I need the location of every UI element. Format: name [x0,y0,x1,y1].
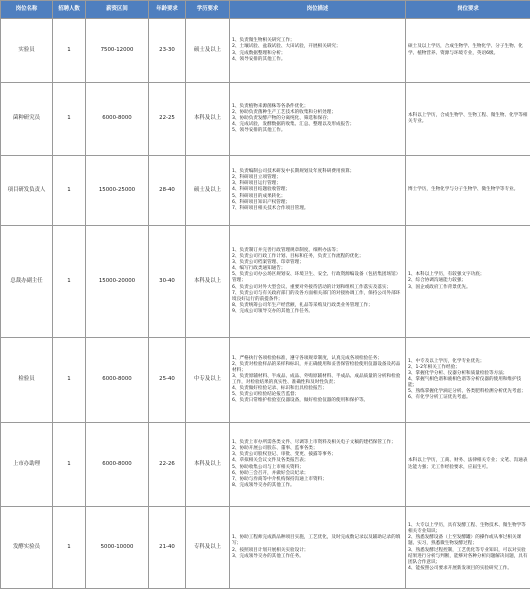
requirement-line: 硕士及以上学历，合成生物学、生物化学、分子生物、化学、植物营养、资源与环境专业，英语6级。 [408,44,528,56]
description-line: 7、协助与券商等中介机构保持沟通上市资料； [232,477,403,483]
requirements-cell [406,226,530,338]
description-line: 3、负责原辅材料、半成品、成品、外购原辅材料、半成品、成品质量的分析和检验工作，对检验结果的真实性、准确性和及时性负责； [232,374,403,386]
description-line: 1、协助工程师完成新品种项目实施，工艺优化，及时完成数记录以及辅助记录的填写； [232,535,403,547]
age-cell: 21-40 [149,507,186,589]
age-cell: 28-40 [149,156,186,226]
headcount-cell: 1 [53,338,86,423]
description-line: 4、编写行政类通知通告； [232,266,403,272]
description-line: 1、负责上市办所需各类文件、尽调等上市资料及相关电子文稿的建档保管工作； [232,440,403,446]
salary-cell: 15000-20000 [86,226,149,338]
requirement-line: 3、国企或政府工作背景优先。 [408,285,528,291]
requirement-line: 本科以上学历，工商、财务、法律相关专业；文笔、沟通表达能力强；无工作经验要求，应届生可。 [408,458,528,470]
requirement-line: 2、熟悉发酵设备（上至发酵罐）的操作或从事过相关课题、实习，熟悉微生物发酵过程； [408,535,528,547]
table-row [1,423,530,507]
description-line: 4、完成试验，发酵数据的收集、汇总、整理以及形成报告； [232,122,403,128]
description-line: 3、负责公司股权登记、审批、变更、披露等事务； [232,452,403,458]
description-line: 1、负责植物来源菌株等各条件优化； [232,104,403,110]
salary-cell: 6000-8000 [86,83,149,156]
position-cell: 实验员 [1,19,53,83]
education-cell: 本科及以上 [186,423,230,507]
table-row [1,83,530,156]
header-row [1,1,530,19]
requirements-cell [406,83,530,156]
description-line: 4、领导安排的其他工作。 [232,57,403,63]
description-line: 6、科研项目知识产权管理； [232,200,403,206]
age-cell: 30-40 [149,226,186,338]
header-headcount: 招聘人数 [53,1,86,19]
salary-cell: 5000-10000 [86,507,149,589]
headcount-cell: 1 [53,19,86,83]
requirements-cell [406,507,530,589]
position-cell: 上市办助理 [1,423,53,507]
header-salary: 薪资区间 [86,1,149,19]
requirement-line: 4、能按照公司要求开展新发项目的实验研究工作。 [408,566,528,572]
requirement-line: 5、熟练掌握化学滴定分析、各类肥料检测分析优先考虑； [408,389,528,395]
description-line: 3、负责公司档案管理、印章管理； [232,260,403,266]
description-line: 1、负责微生物相关研究工作； [232,38,403,44]
description-cell [230,156,406,226]
description-cell [230,19,406,83]
description-line: 3、完成领导交办的其他工作任务。 [232,554,403,560]
header-age: 年龄要求 [149,1,186,19]
requirement-line: 1、中专及以上学历，化学专业优先； [408,359,528,365]
requirement-line: 博士学历，生物化学与分子生物学、微生物学等专业。 [408,187,528,193]
description-line: 5、负责公司办公场区规划安、环境卫生、安全、行政资源编设备（包括集团场馆）管理； [232,272,403,284]
description-line: 9、完成公司领导交办的其他工作任务。 [232,309,403,315]
age-cell: 23-30 [149,19,186,83]
headcount-cell: 1 [53,226,86,338]
salary-cell: 6000-8000 [86,423,149,507]
position-cell: 项目研发负责人 [1,156,53,226]
header-position: 岗位名称 [1,1,53,19]
description-line: 1、负责制订并完善行政管理规章制度、细则办法等； [232,248,403,254]
education-cell: 本科及以上 [186,83,230,156]
requirements-cell [406,156,530,226]
table-row [1,156,530,226]
table-row [1,338,530,423]
description-line: 7、科研项目相关技术合作项目管理。 [232,206,403,212]
description-line: 3、协助负责发酵产物的分离纯化、筛选和保存； [232,116,403,122]
education-cell: 硕士及以上 [186,156,230,226]
description-line: 4、科研项目结题验收管理； [232,187,403,193]
description-cell [230,226,406,338]
description-line: 7、负责公司与有关政府部门的及各方面相关部门的对接协调工作，保持公司外部环境良好运行的前提条件； [232,291,403,303]
description-line: 3、科研项目运行管理； [232,181,403,187]
description-line: 5、科研项目的成果转化； [232,194,403,200]
description-line: 2、土壤试验、盆栽试验、大田试验，开展相关研究； [232,44,403,50]
age-cell: 22-26 [149,423,186,507]
description-line: 8、完成领导交办的其他工作。 [232,483,403,489]
description-line: 3、完成数据整理和分析； [232,51,403,57]
description-line: 2、负责公司行政工作计划、目标和任务，负责工作流程的优化； [232,254,403,260]
requirement-line: 2、综合协调沟通能力较强； [408,278,528,284]
requirement-line: 1、大专以上学历，具有发酵工程、生物技术、微生物学等相关专业知识； [408,523,528,535]
description-line: 6、负责日常维护检验室仪器设备，做好检验仪器的使用和保护等。 [232,398,403,404]
headcount-cell: 1 [53,83,86,156]
position-cell: 检验员 [1,338,53,423]
table-row [1,507,530,589]
salary-cell: 6000-8000 [86,338,149,423]
header-requirements: 岗位要求 [406,1,530,19]
description-line: 1、严格执行各项检验标准，遵守各项规章制度，认真完成各项检验任务； [232,356,403,362]
description-line: 4、负责做好检验记录、标识和出具检验报告； [232,386,403,392]
position-cell: 菌种研究员 [1,83,53,156]
description-line: 2、协助负责菌种生产工艺技术的收集和分析处理； [232,110,403,116]
table-row [1,226,530,338]
education-cell: 硕士及以上 [186,19,230,83]
headcount-cell: 1 [53,423,86,507]
description-line: 2、协助开展公司股东、董事、监事各类； [232,446,403,452]
requirement-line: 2、1-2年相关工作经验； [408,365,528,371]
salary-cell: 15000-25000 [86,156,149,226]
requirement-line: 6、有化学分析工证优先考虑。 [408,395,528,401]
position-cell: 总裁办副主任 [1,226,53,338]
age-cell: 25-40 [149,338,186,423]
requirements-cell [406,423,530,507]
table-row [1,19,530,83]
requirement-line: 4、掌握气相色谱和液相色谱等分析仪器的使用和维护技能； [408,377,528,389]
description-cell [230,423,406,507]
description-line: 6、负责公司对外大型会议、重要对外接待活动的计划和组织工作落实及落实； [232,285,403,291]
requirement-line: 1、本科以上学历，有较强文字功底； [408,272,528,278]
requirement-line: 3、掌握化学分析、仪器分析和质量检验等方法； [408,371,528,377]
headcount-cell: 1 [53,156,86,226]
education-cell: 中专及以上 [186,338,230,423]
requirement-line: 本科以上学历，合成生物学、生物工程、微生物、化学等相关专业。 [408,113,528,125]
requirements-cell [406,19,530,83]
description-line: 5、领导安排的其他工作。 [232,128,403,134]
education-cell: 本科及以上 [186,226,230,338]
salary-cell: 7500-12000 [86,19,149,83]
description-line: 2、科研项目立项管理； [232,175,403,181]
position-cell: 发酵实验员 [1,507,53,589]
age-cell: 22-25 [149,83,186,156]
headcount-cell: 1 [53,507,86,589]
description-line: 1、负责编制公司技术研发中长期规划及年度科研费用预算； [232,169,403,175]
header-education: 学历要求 [186,1,230,19]
description-line: 5、负责公司检验结论报告监督； [232,392,403,398]
description-cell [230,338,406,423]
requirements-cell [406,338,530,423]
description-cell [230,83,406,156]
description-line: 4、草拟相关会议文件及各类报告表； [232,458,403,464]
description-line: 6、协助三会召开，并做好会议纪录； [232,471,403,477]
header-description: 岗位描述 [230,1,406,19]
description-line: 2、负责对检验样品的采样和标识，并正确使用和妥善保管检验使用仪器设备及药品材料； [232,362,403,374]
description-cell [230,507,406,589]
description-line: 8、负责统筹公司年生产经营额，礼品等采购及行政类业务管理工作； [232,303,403,309]
requirement-line: 3、熟悉发酵过程控制，工艺优化等专业知识，可以对实验结果进行分析与判断，能够对各种分析问题解决问题，具有团队合作意识； [408,548,528,566]
education-cell: 专科及以上 [186,507,230,589]
description-line: 2、按照项目计划开展相关实验设计； [232,548,403,554]
description-line: 5、协助收集公司与上市相关资料； [232,465,403,471]
